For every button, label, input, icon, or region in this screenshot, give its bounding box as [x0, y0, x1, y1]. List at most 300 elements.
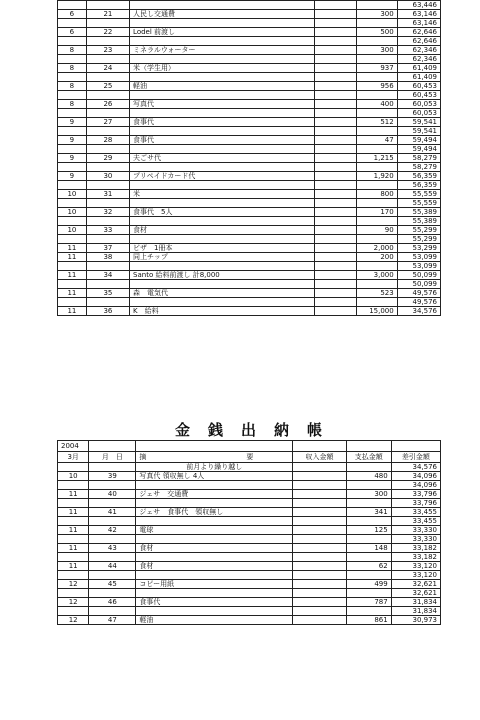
- description-cell: [130, 1, 315, 10]
- description-cell: 米: [130, 190, 315, 199]
- entry-number-cell: 47: [89, 616, 136, 625]
- table-row: [58, 217, 441, 226]
- income-cell: [293, 580, 347, 589]
- entry-number-cell: 27: [86, 118, 129, 127]
- month-cell: [58, 55, 87, 64]
- balance-cell: 33,330: [391, 535, 440, 544]
- description-cell: [136, 589, 293, 598]
- ledger-table-bottom: [57, 440, 441, 625]
- month-cell: 9: [58, 154, 87, 163]
- month-cell: 10: [58, 472, 89, 481]
- month-cell: [58, 280, 87, 289]
- description-cell: [130, 217, 315, 226]
- description-cell: 写真代 領収無し 4人: [136, 472, 293, 481]
- income-cell: [293, 535, 347, 544]
- table-row: [58, 244, 441, 253]
- entry-number-cell: [89, 607, 136, 616]
- entry-number-cell: 42: [89, 526, 136, 535]
- payment-cell: 523: [356, 289, 397, 298]
- entry-number-cell: [86, 37, 129, 46]
- table-row: [58, 154, 441, 163]
- table-row: [58, 589, 441, 598]
- payment-cell: 341: [346, 508, 391, 517]
- balance-cell: 60,453: [397, 82, 440, 91]
- income-cell: [293, 598, 347, 607]
- entry-number-cell: 45: [89, 580, 136, 589]
- income-cell: [315, 244, 356, 253]
- month-cell: [58, 163, 87, 172]
- table-row: [58, 271, 441, 280]
- page-title: 金銭出納帳: [175, 421, 341, 439]
- entry-number-cell: [86, 298, 129, 307]
- description-cell: [130, 91, 315, 100]
- income-cell: [293, 607, 347, 616]
- payment-cell: 300: [356, 10, 397, 19]
- entry-number-cell: [86, 109, 129, 118]
- month-cell: [58, 127, 87, 136]
- payment-cell: [356, 280, 397, 289]
- table-row: [58, 499, 441, 508]
- table-row: [58, 37, 441, 46]
- table-row: [58, 55, 441, 64]
- month-cell: [58, 1, 87, 10]
- table-row: [58, 490, 441, 499]
- month-cell: 11: [58, 244, 87, 253]
- description-cell: [130, 19, 315, 28]
- balance-cell: 55,299: [397, 235, 440, 244]
- entry-number-cell: 34: [86, 271, 129, 280]
- balance-cell: 61,409: [397, 73, 440, 82]
- income-cell: [315, 73, 356, 82]
- balance-cell: 49,576: [397, 289, 440, 298]
- month-cell: [58, 553, 89, 562]
- description-cell: 食事代: [130, 136, 315, 145]
- balance-cell: 58,279: [397, 163, 440, 172]
- payment-cell: 787: [346, 598, 391, 607]
- month-header: 月: [101, 453, 109, 461]
- table-row: [58, 208, 441, 217]
- balance-cell: 59,494: [397, 145, 440, 154]
- balance-cell: 63,146: [397, 19, 440, 28]
- entry-number-cell: 21: [86, 10, 129, 19]
- payment-cell: [356, 163, 397, 172]
- month-cell: 9: [58, 136, 87, 145]
- table-row: [58, 46, 441, 55]
- entry-number-cell: [86, 55, 129, 64]
- month-cell: 11: [58, 508, 89, 517]
- entry-number-cell: 35: [86, 289, 129, 298]
- entry-number-cell: 29: [86, 154, 129, 163]
- month-cell: [58, 589, 89, 598]
- table-row: [58, 298, 441, 307]
- income-cell: [315, 136, 356, 145]
- description-cell: 食事代: [136, 598, 293, 607]
- income-cell: [315, 235, 356, 244]
- income-cell: [315, 208, 356, 217]
- description-cell: [136, 481, 293, 490]
- table-row: [58, 553, 441, 562]
- month-cell: [58, 181, 87, 190]
- payment-cell: 937: [356, 64, 397, 73]
- balance-cell: 33,796: [391, 490, 440, 499]
- payment-cell: [356, 181, 397, 190]
- income-cell: [315, 217, 356, 226]
- income-cell: [315, 118, 356, 127]
- year-cell: 2004: [58, 441, 89, 452]
- balance-cell: 30,973: [391, 616, 440, 625]
- table-row: [58, 127, 441, 136]
- table-row: [58, 235, 441, 244]
- entry-number-cell: 28: [86, 136, 129, 145]
- income-cell: [315, 19, 356, 28]
- entry-number-cell: [89, 481, 136, 490]
- entry-number-cell: 41: [89, 508, 136, 517]
- income-cell: [315, 271, 356, 280]
- carry-balance: 34,576: [391, 463, 440, 472]
- payment-cell: [356, 298, 397, 307]
- month-cell: [58, 145, 87, 154]
- table-row: [58, 571, 441, 580]
- month-cell: [58, 199, 87, 208]
- description-cell: 食材: [136, 544, 293, 553]
- entry-number-cell: 43: [89, 544, 136, 553]
- table-row: [58, 199, 441, 208]
- table-row: [58, 280, 441, 289]
- balance-cell: 53,299: [397, 244, 440, 253]
- entry-number-cell: [86, 127, 129, 136]
- day-header: 日: [115, 453, 123, 461]
- income-cell: [315, 46, 356, 55]
- payment-cell: [356, 91, 397, 100]
- month-cell: 11: [58, 490, 89, 499]
- income-cell: [293, 472, 347, 481]
- payment-cell: 3,000: [356, 271, 397, 280]
- income-cell: [315, 37, 356, 46]
- income-cell: [315, 127, 356, 136]
- table-row: [58, 607, 441, 616]
- balance-cell: 55,299: [397, 226, 440, 235]
- month-cell: 8: [58, 100, 87, 109]
- balance-cell: 63,146: [397, 10, 440, 19]
- payment-cell: 480: [346, 472, 391, 481]
- payment-cell: [346, 517, 391, 526]
- balance-cell: 34,096: [391, 472, 440, 481]
- description-cell: [130, 145, 315, 154]
- description-cell: K 給料: [130, 307, 315, 316]
- month-cell: 12: [58, 580, 89, 589]
- balance-cell: 60,453: [397, 91, 440, 100]
- table-row: [58, 100, 441, 109]
- balance-cell: 33,182: [391, 553, 440, 562]
- table-row: [58, 544, 441, 553]
- description-cell: [130, 262, 315, 271]
- entry-number-cell: 26: [86, 100, 129, 109]
- income-cell: [315, 190, 356, 199]
- table-row: [58, 91, 441, 100]
- table-row: [58, 10, 441, 19]
- payment-cell: 200: [356, 253, 397, 262]
- entry-number-cell: 25: [86, 82, 129, 91]
- entry-number-cell: 33: [86, 226, 129, 235]
- table-row: [58, 481, 441, 490]
- income-cell: [293, 526, 347, 535]
- balance-cell: 32,621: [391, 589, 440, 598]
- entry-number-cell: 22: [86, 28, 129, 37]
- entry-number-cell: [86, 91, 129, 100]
- description-cell: 人民し交通費: [130, 10, 315, 19]
- entry-number-cell: 39: [89, 472, 136, 481]
- description-cell: [130, 199, 315, 208]
- month-cell: [58, 109, 87, 118]
- balance-cell: 60,053: [397, 100, 440, 109]
- entry-number-cell: 23: [86, 46, 129, 55]
- month-label: 3月: [58, 452, 89, 463]
- description-cell: [136, 535, 293, 544]
- balance-cell: 31,834: [391, 607, 440, 616]
- payment-cell: [356, 235, 397, 244]
- income-cell: [315, 100, 356, 109]
- entry-number-cell: [89, 517, 136, 526]
- income-cell: [315, 253, 356, 262]
- entry-number-cell: [86, 280, 129, 289]
- payment-cell: 300: [356, 46, 397, 55]
- balance-cell: 58,279: [397, 154, 440, 163]
- income-cell: [293, 508, 347, 517]
- table-row: [58, 190, 441, 199]
- description-cell: [136, 571, 293, 580]
- desc-header: 摘: [139, 453, 147, 461]
- entry-number-cell: 37: [86, 244, 129, 253]
- month-cell: [58, 499, 89, 508]
- payment-cell: 170: [356, 208, 397, 217]
- income-cell: [293, 553, 347, 562]
- month-cell: [58, 607, 89, 616]
- balance-cell: 62,346: [397, 46, 440, 55]
- entry-number-cell: [89, 499, 136, 508]
- table-row: [58, 472, 441, 481]
- payment-cell: [356, 262, 397, 271]
- table-row: [58, 289, 441, 298]
- description-cell: 同上チップ: [130, 253, 315, 262]
- month-cell: [58, 235, 87, 244]
- entry-number-cell: 32: [86, 208, 129, 217]
- description-cell: [130, 37, 315, 46]
- balance-cell: 63,446: [397, 1, 440, 10]
- payment-cell: [356, 37, 397, 46]
- description-cell: [130, 235, 315, 244]
- balance-cell: 32,621: [391, 580, 440, 589]
- description-cell: [130, 280, 315, 289]
- entry-number-cell: [86, 73, 129, 82]
- payment-cell: 148: [346, 544, 391, 553]
- entry-number-cell: [86, 217, 129, 226]
- income-header: 収入金額: [293, 452, 347, 463]
- payment-cell: 300: [346, 490, 391, 499]
- payment-cell: 1,215: [356, 154, 397, 163]
- table-row: [58, 28, 441, 37]
- description-cell: [130, 181, 315, 190]
- description-cell: [130, 109, 315, 118]
- entry-number-cell: [86, 235, 129, 244]
- description-cell: [136, 553, 293, 562]
- table-row: [58, 82, 441, 91]
- month-cell: 8: [58, 64, 87, 73]
- payment-cell: 15,000: [356, 307, 397, 316]
- table-row: [58, 1, 441, 10]
- income-cell: [315, 82, 356, 91]
- balance-cell: 34,096: [391, 481, 440, 490]
- income-cell: [315, 163, 356, 172]
- description-cell: [136, 607, 293, 616]
- payment-cell: 499: [346, 580, 391, 589]
- table-row: [58, 580, 441, 589]
- month-cell: 9: [58, 118, 87, 127]
- month-cell: 10: [58, 208, 87, 217]
- income-cell: [315, 91, 356, 100]
- table-row: [58, 307, 441, 316]
- description-cell: ジェサ 交通費: [136, 490, 293, 499]
- balance-cell: 31,834: [391, 598, 440, 607]
- income-cell: [315, 28, 356, 37]
- balance-cell: 53,099: [397, 253, 440, 262]
- table-row: [58, 598, 441, 607]
- table-row: [58, 226, 441, 235]
- payment-cell: [346, 499, 391, 508]
- payment-cell: [346, 535, 391, 544]
- balance-cell: 60,053: [397, 109, 440, 118]
- month-cell: 11: [58, 253, 87, 262]
- payment-cell: [356, 19, 397, 28]
- income-cell: [293, 490, 347, 499]
- balance-cell: 55,559: [397, 190, 440, 199]
- income-cell: [315, 172, 356, 181]
- column-header-row: [58, 452, 441, 463]
- table-row: [58, 616, 441, 625]
- income-cell: [293, 517, 347, 526]
- payment-cell: [356, 1, 397, 10]
- balance-cell: 59,541: [397, 127, 440, 136]
- description-cell: 写真代: [130, 100, 315, 109]
- ledger-table-top: [57, 0, 441, 316]
- table-row: [58, 163, 441, 172]
- table-row: [58, 172, 441, 181]
- payment-cell: [346, 607, 391, 616]
- balance-cell: 33,455: [391, 508, 440, 517]
- month-cell: [58, 19, 87, 28]
- month-cell: [58, 517, 89, 526]
- payment-cell: 1,920: [356, 172, 397, 181]
- description-cell: 夫ごサ代: [130, 154, 315, 163]
- description-cell: ジェサ 食事代 領収無し: [136, 508, 293, 517]
- payment-cell: 800: [356, 190, 397, 199]
- income-cell: [293, 589, 347, 598]
- month-cell: [58, 481, 89, 490]
- description-cell: [130, 55, 315, 64]
- income-cell: [293, 571, 347, 580]
- month-cell: 11: [58, 562, 89, 571]
- income-cell: [315, 64, 356, 73]
- entry-number-cell: [89, 535, 136, 544]
- entry-number-cell: [89, 589, 136, 598]
- balance-cell: 34,576: [397, 307, 440, 316]
- month-cell: [58, 535, 89, 544]
- table-row: [58, 19, 441, 28]
- balance-cell: 56,359: [397, 172, 440, 181]
- description-cell: 軽油: [130, 82, 315, 91]
- table-row: [58, 109, 441, 118]
- entry-number-cell: [86, 145, 129, 154]
- description-cell: 電球: [136, 526, 293, 535]
- month-cell: 8: [58, 82, 87, 91]
- payment-cell: 2,000: [356, 244, 397, 253]
- description-cell: 軽油: [136, 616, 293, 625]
- income-cell: [315, 181, 356, 190]
- table-row: [58, 118, 441, 127]
- description-cell: Santo 給料前渡し 計8,000: [130, 271, 315, 280]
- entry-number-cell: 46: [89, 598, 136, 607]
- desc-header-2: 要: [246, 453, 254, 461]
- entry-number-cell: [89, 553, 136, 562]
- income-cell: [315, 226, 356, 235]
- income-cell: [315, 109, 356, 118]
- description-cell: ミネラルウォーター: [130, 46, 315, 55]
- income-cell: [315, 298, 356, 307]
- entry-number-cell: 40: [89, 490, 136, 499]
- balance-cell: 59,541: [397, 118, 440, 127]
- entry-number-cell: [86, 163, 129, 172]
- table-row: [58, 508, 441, 517]
- balance-cell: 33,120: [391, 571, 440, 580]
- income-cell: [293, 499, 347, 508]
- income-cell: [315, 289, 356, 298]
- description-cell: [130, 298, 315, 307]
- payment-cell: [346, 571, 391, 580]
- description-cell: 食事代 5人: [130, 208, 315, 217]
- payment-cell: 400: [356, 100, 397, 109]
- month-cell: [58, 571, 89, 580]
- description-cell: コピー用紙: [136, 580, 293, 589]
- entry-number-cell: 24: [86, 64, 129, 73]
- balance-cell: 56,359: [397, 181, 440, 190]
- income-cell: [315, 199, 356, 208]
- income-cell: [315, 154, 356, 163]
- month-cell: 6: [58, 28, 87, 37]
- month-cell: 10: [58, 190, 87, 199]
- payment-cell: [346, 553, 391, 562]
- carry-desc: 前月より繰り越し: [136, 463, 293, 472]
- description-cell: 食材: [136, 562, 293, 571]
- payment-cell: 125: [346, 526, 391, 535]
- description-cell: プリペイドカード代: [130, 172, 315, 181]
- month-cell: 8: [58, 46, 87, 55]
- income-cell: [293, 481, 347, 490]
- month-cell: [58, 37, 87, 46]
- income-cell: [315, 280, 356, 289]
- description-cell: 森 電気代: [130, 289, 315, 298]
- description-cell: [136, 517, 293, 526]
- balance-cell: 62,646: [397, 28, 440, 37]
- month-cell: 11: [58, 289, 87, 298]
- description-cell: ビザ 1冊本: [130, 244, 315, 253]
- payment-cell: [356, 127, 397, 136]
- balance-cell: 55,559: [397, 199, 440, 208]
- income-cell: [293, 562, 347, 571]
- carry-over-row: [58, 463, 441, 472]
- table-row: [58, 136, 441, 145]
- header-row: [58, 441, 441, 452]
- payment-header: 支払金額: [346, 452, 391, 463]
- table-row: [58, 64, 441, 73]
